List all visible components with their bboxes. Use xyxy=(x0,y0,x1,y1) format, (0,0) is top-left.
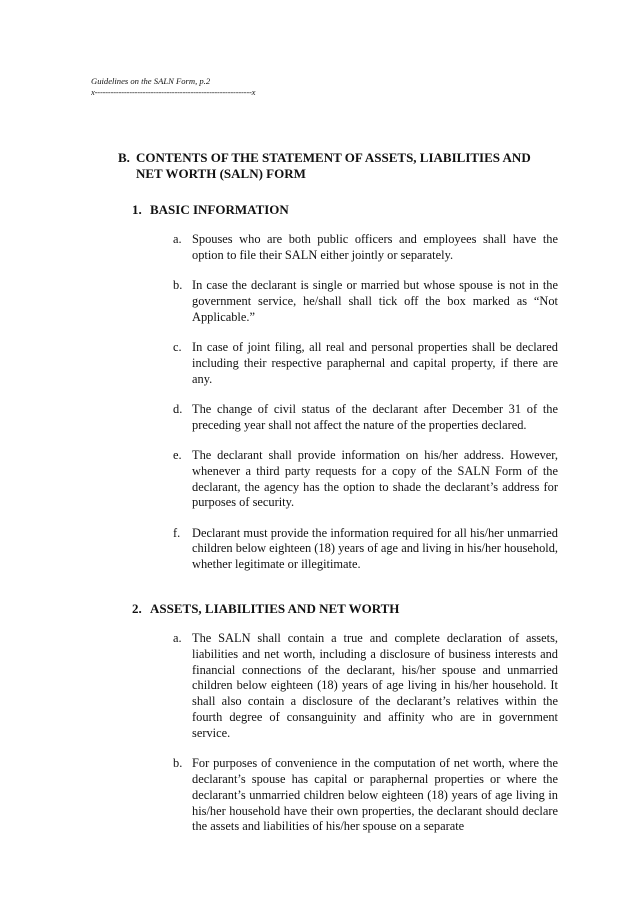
list-item xyxy=(173,340,558,387)
section-title: CONTENTS OF THE STATEMENT OF ASSETS, LIABILITIES AND NET WORTH (SALN) FORM xyxy=(136,150,531,181)
item-text: The change of civil status of the declarant after December 31 of the preceding year shall not affect the nature of the properties declared. xyxy=(192,401,558,432)
subsection-heading xyxy=(132,601,558,617)
item-text: The SALN shall contain a true and complete declaration of assets, liabilities and net worth, including a disclosure of business interests and financial connections of the declarant, his/her spouse and unmarried children below eighteen (18) years of age living in his/her household. It shall also contain a disclosure of the declarant’s relatives within the fourth degree of consanguinity and affinity who are in government service. xyxy=(192,631,558,740)
subsection-number: 1. xyxy=(132,202,142,217)
list-item xyxy=(173,756,558,835)
item-text: The declarant shall provide information on his/her address. However, whenever a third party requests for a copy of the SALN Form of the declarant, the agency has the option to shade the declarant’s address for purposes of security. xyxy=(192,447,558,510)
item-letter: f. xyxy=(173,525,181,540)
subsection-basic-information xyxy=(132,202,558,573)
item-letter: a. xyxy=(173,631,182,646)
item-list xyxy=(173,631,558,835)
item-text: For purposes of convenience in the computation of net worth, where the declarant’s spouse has capital or paraphernal properties or where the declarant’s unmarried children below eighteen (18) years of age living in his/her household have their own properties, the declarant should declare the assets and liabilities of his/her spouse on a separate xyxy=(192,756,558,834)
item-list xyxy=(173,232,558,573)
list-item xyxy=(173,278,558,325)
list-item xyxy=(173,232,558,264)
list-item xyxy=(173,448,558,511)
list-item xyxy=(173,402,558,434)
subsection-assets-liabilities xyxy=(132,601,558,835)
item-text: In case of joint filing, all real and personal properties shall be declared including their respective paraphernal and capital property, if there are any. xyxy=(192,339,558,386)
subsection-heading xyxy=(132,202,558,218)
subsection-number: 2. xyxy=(132,601,142,617)
running-header xyxy=(91,76,256,98)
item-text: Spouses who are both public officers and employees shall have the option to file their SALN either jointly or separately. xyxy=(192,232,558,262)
list-item xyxy=(173,526,558,573)
item-letter: a. xyxy=(173,232,182,246)
running-header-title: Guidelines on the SALN Form, p.2 xyxy=(91,76,211,86)
subsection-title: BASIC INFORMATION xyxy=(150,202,289,217)
section-label: B. xyxy=(118,150,130,165)
item-text: Declarant must provide the information required for all his/her unmarried children below eighteen (18) years of age and living in his/her household, whether legitimate or illegitimate. xyxy=(192,525,558,572)
item-letter: e. xyxy=(173,447,182,462)
item-letter: b. xyxy=(173,278,183,293)
item-letter: b. xyxy=(173,756,183,771)
section-heading xyxy=(118,150,558,182)
section-b xyxy=(118,150,558,850)
running-header-separator: x-----------------------------------------------------------x xyxy=(91,87,256,97)
item-text: In case the declarant is single or married but whose spouse is not in the government service, he/shall shall tick off the box marked as “Not Applicable.” xyxy=(192,278,558,324)
subsection-title: ASSETS, LIABILITIES AND NET WORTH xyxy=(150,601,400,617)
list-item xyxy=(173,631,558,742)
item-letter: d. xyxy=(173,401,183,416)
item-letter: c. xyxy=(173,339,182,354)
